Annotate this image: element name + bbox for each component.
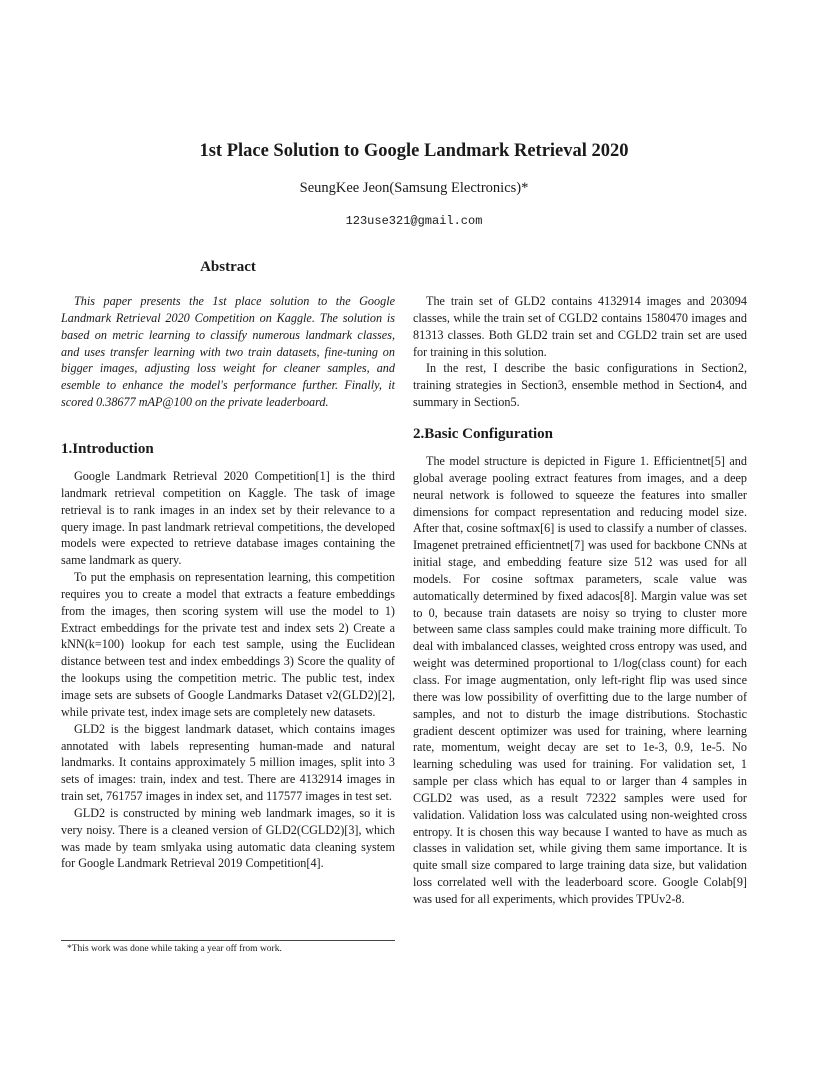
basic-configuration-paragraph: The model structure is depicted in Figure 1. Efficientnet[5] and global average pooling extract features from images, and a deep neural network is followed to squeeze the features into smaller dimensions for compact representation and reducing model size. After that, cosine softmax[6] is used to classify a number of classes. Imagenet pretrained efficientnet[7] was used for backbone CNNs at initial stage, and embedding feature size 512 was used for all models. For cosine softmax parameters, scale value was automatically determined by fixed adacos[8]. Margin value was set to 0, because train datasets are noisy so trying to cluster more between same class samples could make training more difficult. To deal with imbalanced classes, weighted cross entropy was used, and weight was determined proportional to 1/log(class count) for each class. For image augmentation, only left-right flip was used since there was low possibility of overfitting due to the large number of samples, and not to disturb the image distributions. Stochastic gradient descent optimizer was used for training, where learning rate, momentum, weight decay are set to 1e-3, 0.9, 1e-5. No learning scheduling was used for training. For validation set, 1 sample per class which has equal to or larger than 4 samples in CGLD2 was used, as a result 72322 samples were used for validation. Validation loss was calculated using non-weighted cross entropy. It is chosen this way because I wanted to have as much as classes in validation set, while giving them same importance. It is quite small size compared to large training data size, but validation loss correlated well with the leaderboard score. Google Colab[9] was used for all experiments, which provides TPUv2-8. (413, 454, 747, 906)
abstract-text: This paper presents the 1st place solution to the Google Landmark Retrieval 2020 Competition on Kaggle. The solution is based on metric learning to classify numerous landmark classes, and uses transfer learning with two train datasets, fine-tuning on bigger images, adjusting loss weight for cleaner samples, and esemble to enhance the model's performance further. Finally, it scored 0.38677 mAP@100 on the private leaderboard. (61, 294, 395, 410)
introduction-heading: 1.Introduction (61, 441, 154, 457)
footnote: *This work was done while taking a year off from work. (67, 944, 282, 954)
intro-paragraph: Google Landmark Retrieval 2020 Competition[1] is the third landmark retrieval competition on Kaggle. The task of image retrieval is to rank images in an index set by their relevance to a query image. In past landmark retrieval competitions, the developed models were expected to retrieve database images containing the same landmark as query. (61, 469, 395, 568)
right-paragraph: The train set of GLD2 contains 4132914 images and 203094 classes, while the train set of CGLD2 contains 1580470 images and 81313 classes. Both GLD2 train set and CGLD2 train set are used for training in this solution. (413, 294, 747, 359)
abstract-heading: Abstract (200, 259, 256, 275)
paper-title: 1st Place Solution to Google Landmark Retrieval 2020 (199, 141, 629, 161)
right-intro-body (413, 293, 747, 411)
right-paragraph: In the rest, I describe the basic configurations in Section2, training strategies in Section3, ensemble method in Section4, and summary in Section5. (413, 361, 747, 410)
intro-paragraph: GLD2 is constructed by mining web landmark images, so it is very noisy. There is a cleaned version of GLD2(CGLD2)[3], which was made by team smlyaka using automatic data cleaning system for Google Landmark Retrieval 2019 Competition[4]. (61, 805, 395, 871)
footnote-divider (61, 940, 395, 941)
intro-paragraph: To put the emphasis on representation learning, this competition requires you to create a model that extracts a feature embeddings from the images, then scoring system will use the model to 1) Extract embeddings for the private test and index sets 2) Create a kNN(k=100) lookup for each test sample, using the Euclidean distance between test and index embeddings 3) Score the quality of the lookups using the competition metric. The public test, index image sets are subsets of Google Landmarks Dataset v2(GLD2)[2], while private test, index image sets are completely new datasets. (61, 570, 395, 719)
introduction-body (61, 468, 395, 872)
author-email: 123use321@gmail.com (345, 214, 483, 228)
intro-paragraph: GLD2 is the biggest landmark dataset, which contains images annotated with labels representing human-made and natural landmarks. It contains approximately 5 million images, split into 3 sets of images: train, index and test. There are 4132914 images in train set, 761757 images in index set, and 117577 images in test set. (61, 721, 395, 804)
basic-configuration-heading: 2.Basic Configuration (413, 426, 554, 442)
basic-configuration-body (413, 453, 747, 908)
author-line: SeungKee Jeon(Samsung Electronics)* (299, 180, 529, 196)
